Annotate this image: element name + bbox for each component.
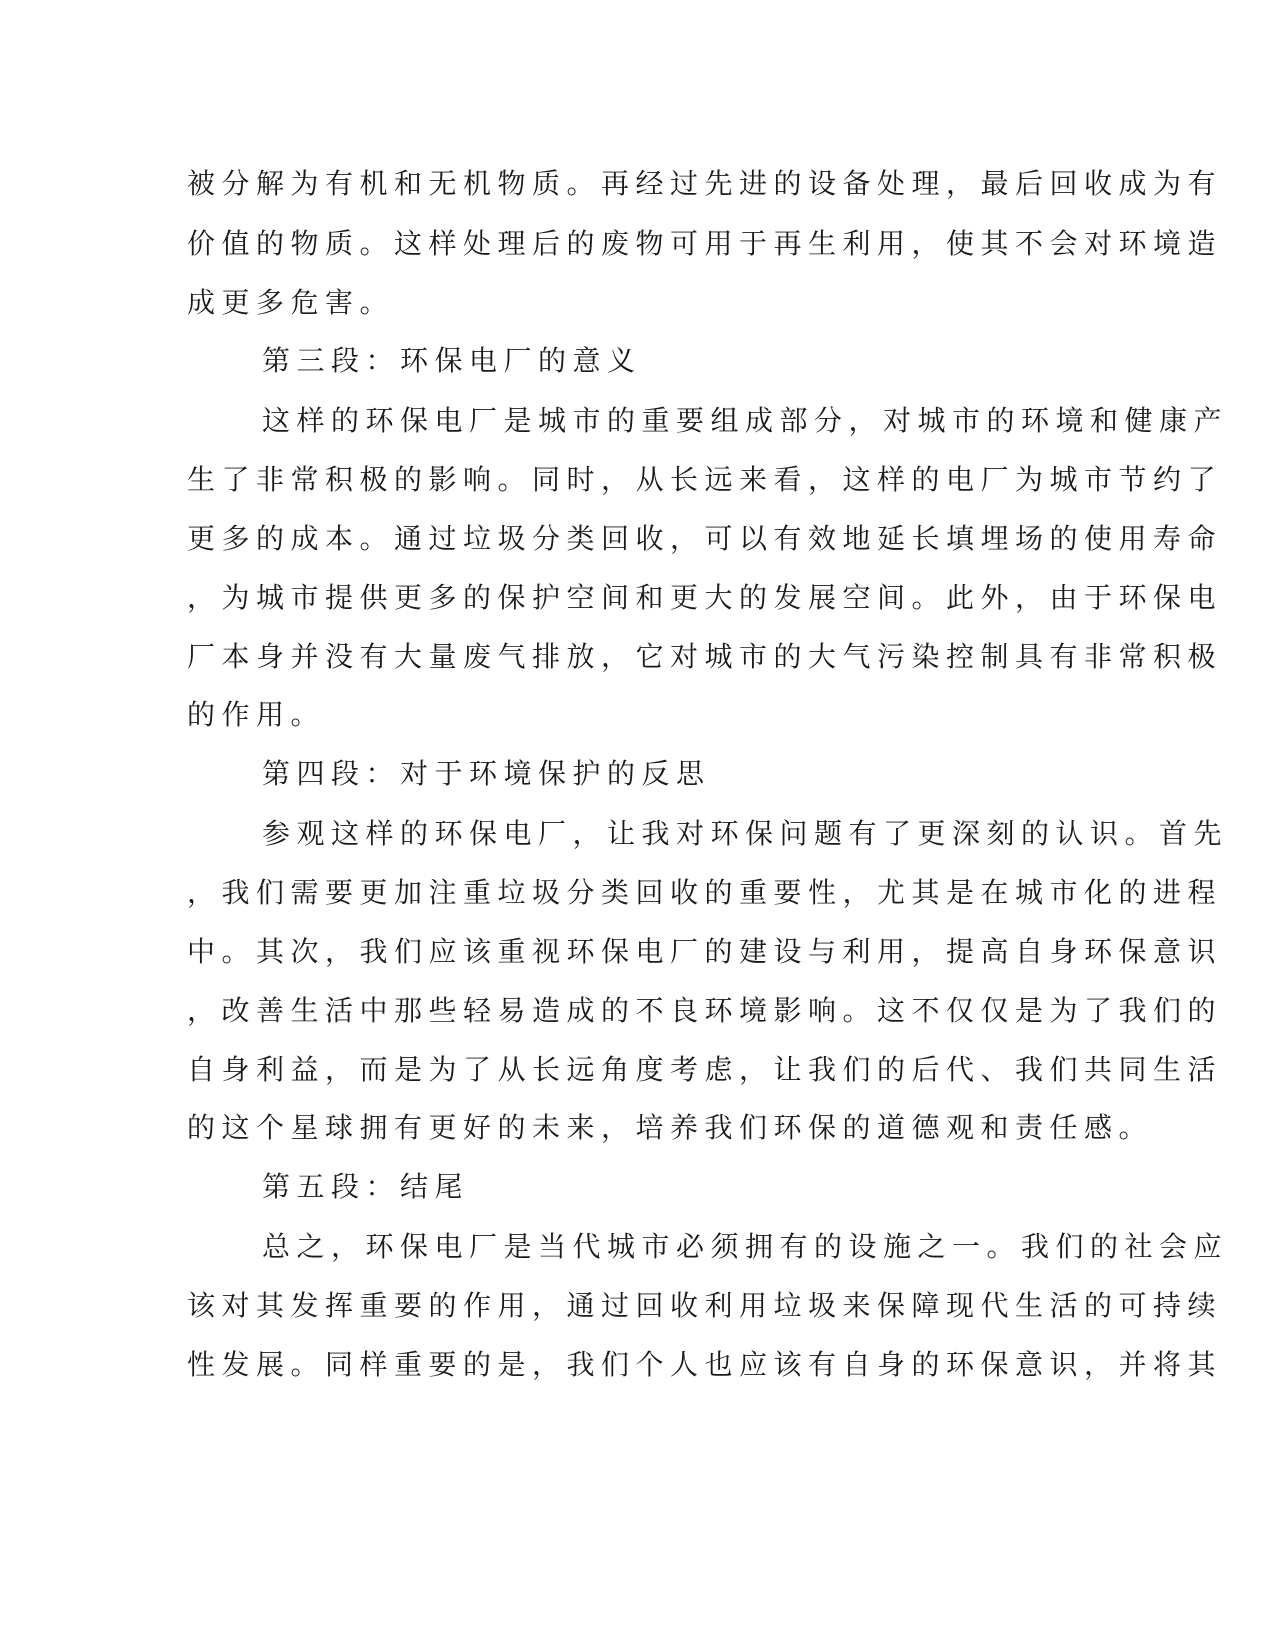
body-text-line: 被分解为有机和无机物质。再经过先进的设备处理，最后回收成为有 [187,167,1223,200]
body-text-line: ，改善生活中那些轻易造成的不良环境影响。这不仅仅是为了我们的 [187,994,1223,1027]
body-text-line: 成更多危害。 [187,286,395,319]
body-text-line: 性发展。同样重要的是，我们个人也应该有自身的环保意识，并将其 [187,1348,1223,1381]
body-text-line: 生了非常积极的影响。同时，从长远来看，这样的电厂为城市节约了 [187,463,1223,496]
section-heading: 第四段：对于环境保护的反思 [262,757,711,790]
body-text-line: 更多的成本。通过垃圾分类回收，可以有效地延长填埋场的使用寿命 [187,522,1223,555]
body-text-line: 总之，环保电厂是当代城市必须拥有的设施之一。我们的社会应 [262,1230,1229,1263]
body-text-line: 该对其发挥重要的作用，通过回收利用垃圾来保障现代生活的可持续 [187,1289,1223,1322]
body-text-line: ，我们需要更加注重垃圾分类回收的重要性，尤其是在城市化的进程 [187,876,1223,909]
body-text-line: 厂本身并没有大量废气排放，它对城市的大气污染控制具有非常积极 [187,640,1223,673]
body-text-line: 价值的物质。这样处理后的废物可用于再生利用，使其不会对环境造 [187,227,1223,260]
body-text-line: 中。其次，我们应该重视环保电厂的建设与利用，提高自身环保意识 [187,935,1223,968]
body-text-line: 的这个星球拥有更好的未来，培养我们环保的道德观和责任感。 [187,1111,1154,1144]
body-text-line: 的作用。 [187,698,326,731]
body-text-line: 这样的环保电厂是城市的重要组成部分，对城市的环境和健康产 [262,404,1229,437]
body-text-line: 自身利益，而是为了从长远角度考虑，让我们的后代、我们共同生活 [187,1053,1223,1086]
body-text-line: ，为城市提供更多的保护空间和更大的发展空间。此外，由于环保电 [187,581,1223,614]
section-heading: 第五段：结尾 [262,1170,470,1203]
section-heading: 第三段：环保电厂的意义 [262,344,642,377]
body-text-line: 参观这样的环保电厂，让我对环保问题有了更深刻的认识。首先 [262,817,1229,850]
